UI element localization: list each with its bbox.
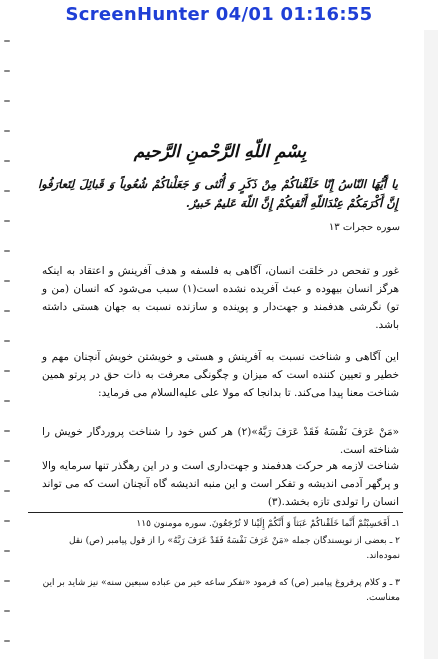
paragraph-2: این آگاهی و شناخت نسبت به آفرینش و هستی و خویشتن خویش آنچنان مهم و خطیر و تعیین کننده است که میزان و چگونگی معرفت به ذات حق در پرتو همین شناخت معنا پیدا می‌کند. تا بدانجا که مولا علی علیه‌السلام می فرماید: bbox=[42, 351, 399, 399]
footnote-divider bbox=[28, 512, 403, 513]
paragraph-1: غور و تفحص در خلقت انسان، آگاهی به فلسفه و هدف آفرینش و اعتقاد به اینکه هرگز انسان بیهوده و عبث آفریده نشده است(١) سبب می‌شود که انسان (من و تو) نگرشی هدفمند و جهت‌دار و پوینده و سازنده نسبت به جهان هستی داشته باشد. bbox=[42, 265, 399, 331]
paragraph-4: شناخت لازمه هر حرکت هدفمند و جهت‌داری است و در این رهگذر تنها سرمایه والا و پرگهر آدمی اندیشه و تفکر است و این منبه اندیشه گاه آنچنان است که می تواند انسان را تولدی تازه بخشد.(٣) bbox=[42, 460, 399, 508]
bismillah-heading: بِسْمِ اللّهِ الرَّحْمنِ الرَّحيم bbox=[133, 142, 307, 162]
footnote-3: ٣ ـ و کلام پرفروغ پیامبر (ص) که فرمود «تفکر ساعه خیر من عباده سبعین سنه» نیز شاید بر این معناست. bbox=[42, 578, 400, 603]
verse-source: سوره حجرات ١٣ bbox=[328, 222, 400, 233]
paragraph-3: «مَنْ عَرَفَ نَفْسَهُ فَقَدْ عَرَفَ رَبَّهُ»(٢) هر کس خود را شناخت پروردگار خویش را شناخته است. bbox=[42, 426, 399, 456]
footnote-1: ١ـ أَفَحَسِبْتُمْ أَنَّما خَلَقْناكُمْ عَبَثاً وَ أَنَّكُمْ إِلَيْنا لا تُرْجَعُونَ. سوره مومنون ١١٥ bbox=[136, 519, 400, 529]
screenhunter-timestamp-banner: ScreenHunter 04/01 01:16:55 bbox=[0, 0, 438, 30]
page-edge bbox=[424, 30, 438, 659]
binder-holes bbox=[0, 30, 14, 659]
quran-verse: يا أَيُّهَا النّاسُ إِنّا خَلَقْناكُمْ مِنْ ذَكَرٍ وَ أُنْثى وَ جَعَلْناكُمْ شُعُوباً وَ قَبائِلَ لِتَعارَفُوا إِنَّ أَكْرَمَكُمْ عِنْدَاللّهِ أَتْقيكُمْ إِنَّ اللّهَ عَليمٌ خَبيرٌ. bbox=[38, 177, 398, 210]
footnote-2: ٢ ـ بعضی از نویسندگان جمله «مَنْ عَرَفَ نَفْسَهُ فَقَدْ عَرَفَ رَبَّهُ» را از قول پیامبر (ص) نقل نموده‌اند. bbox=[68, 536, 400, 561]
